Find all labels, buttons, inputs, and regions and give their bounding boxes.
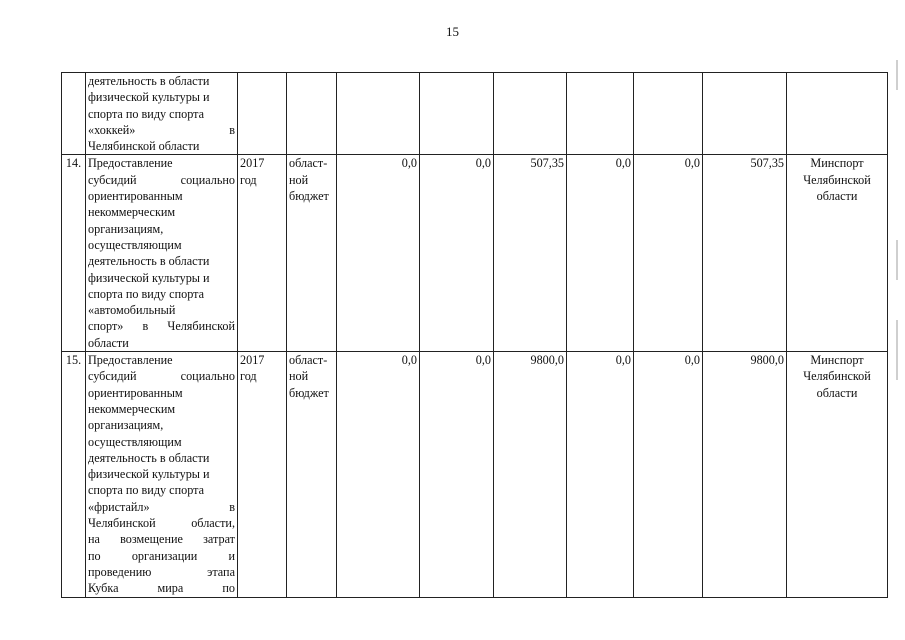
description-line: на возмещение затрат: [88, 532, 235, 547]
year-cell: 2017 год: [238, 352, 287, 598]
description-line: деятельность в области: [88, 254, 210, 269]
description-line: проведению этапа: [88, 564, 235, 579]
source-cell: област-ной бюджет: [287, 352, 337, 598]
page-number: 15: [446, 24, 459, 39]
description-line: ориентированным: [88, 189, 183, 204]
value-cell: 507,35: [494, 155, 567, 352]
value-cell: 0,0: [567, 352, 634, 598]
value-cell: 0,0: [567, 155, 634, 352]
description-line: субсидий социально: [88, 369, 235, 384]
description-line: осуществляющим: [88, 237, 182, 252]
value-cell: [634, 73, 703, 155]
executor-cell: Минспорт Челябинской области: [787, 352, 888, 598]
value-cell: 0,0: [634, 155, 703, 352]
description-line: физической культуры и: [88, 270, 210, 285]
value-cell: [567, 73, 634, 155]
executor-cell: Минспорт Челябинской области: [787, 155, 888, 352]
description-line: Челябинской области: [88, 139, 200, 154]
description-cell: [86, 352, 238, 598]
row-number-cell: [62, 73, 86, 155]
description-line: некоммерческим: [88, 205, 176, 220]
description-line: Челябинской области,: [88, 516, 235, 531]
description-cell: [86, 73, 238, 155]
description-line: «хоккей» в: [88, 122, 235, 137]
description-line: спорт» в Челябинской: [88, 319, 235, 334]
description-line: организациям,: [88, 221, 164, 236]
source-cell: област-ной бюджет: [287, 155, 337, 352]
description-line: по организации и: [88, 548, 235, 563]
description-line: «автомобильный: [88, 303, 176, 318]
budget-table: [61, 72, 888, 598]
value-cell: [337, 73, 420, 155]
value-cell: 0,0: [634, 352, 703, 598]
description-line: субсидий социально: [88, 172, 235, 187]
value-cell: 0,0: [420, 155, 494, 352]
description-line: спорта по виду спорта: [88, 286, 205, 301]
scan-edge-mark: [896, 60, 898, 90]
description-line: Предоставление: [88, 353, 173, 368]
value-cell: 9800,0: [703, 352, 787, 598]
description-cell: [86, 155, 238, 352]
description-line: спорта по виду спорта: [88, 106, 205, 121]
description-line: области: [88, 335, 129, 350]
value-cell: 507,35: [703, 155, 787, 352]
executor-cell: [787, 73, 888, 155]
description-line: спорта по виду спорта: [88, 483, 205, 498]
description-line: некоммерческим: [88, 401, 176, 416]
description-line: осуществляющим: [88, 434, 182, 449]
source-cell: [287, 73, 337, 155]
row-number-cell: 14.: [62, 155, 86, 352]
description-line: организациям,: [88, 418, 164, 433]
description-line: Кубка мира по: [88, 581, 235, 596]
scan-edge-mark: [896, 320, 898, 380]
table-row-15: [62, 352, 888, 598]
year-cell: 2017 год: [238, 155, 287, 352]
description-line: ориентированным: [88, 385, 183, 400]
value-cell: [703, 73, 787, 155]
row-number-cell: 15.: [62, 352, 86, 598]
value-cell: [494, 73, 567, 155]
description-line: Предоставление: [88, 156, 173, 171]
description-line: деятельность в области: [88, 74, 210, 88]
table-row-14: [62, 155, 888, 352]
description-line: «фристайл» в: [88, 499, 235, 514]
year-cell: [238, 73, 287, 155]
description-line: физической культуры и: [88, 90, 210, 105]
value-cell: 9800,0: [494, 352, 567, 598]
value-cell: [420, 73, 494, 155]
table-row-continuation: [62, 73, 888, 155]
value-cell: 0,0: [420, 352, 494, 598]
scan-edge-mark: [896, 240, 898, 280]
value-cell: 0,0: [337, 155, 420, 352]
description-line: деятельность в области: [88, 450, 210, 465]
value-cell: 0,0: [337, 352, 420, 598]
description-line: физической культуры и: [88, 467, 210, 482]
